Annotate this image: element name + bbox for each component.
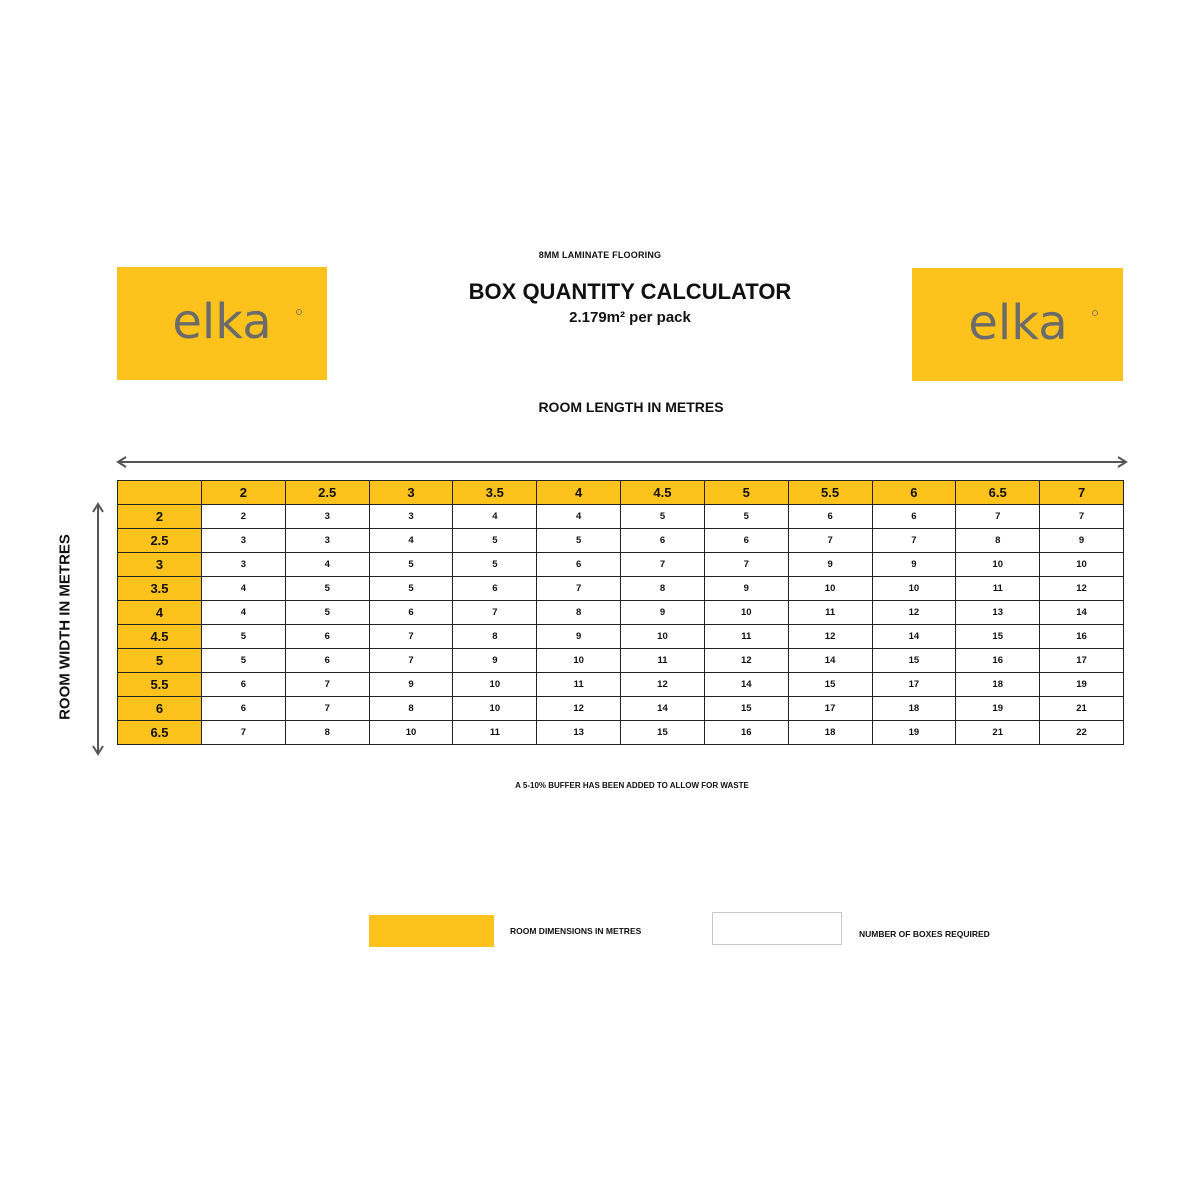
box-count-cell: 15 [788,673,872,697]
box-count-cell: 10 [788,577,872,601]
box-count-cell: 3 [369,505,453,529]
box-count-cell: 7 [704,553,788,577]
box-count-cell: 7 [202,721,286,745]
box-count-cell: 12 [621,673,705,697]
box-count-cell: 4 [369,529,453,553]
box-count-cell: 7 [453,601,537,625]
width-header-cell: 2.5 [118,529,202,553]
box-count-cell: 18 [872,697,956,721]
box-count-cell: 6 [788,505,872,529]
width-arrow-icon [90,502,106,756]
box-count-cell: 5 [453,553,537,577]
length-header-cell: 2 [202,481,286,505]
box-count-cell: 9 [872,553,956,577]
box-count-cell: 4 [202,577,286,601]
box-count-cell: 9 [704,577,788,601]
table-row [118,529,1124,553]
length-header-cell: 5 [704,481,788,505]
box-count-cell: 6 [285,649,369,673]
box-count-cell: 4 [285,553,369,577]
box-count-cell: 6 [369,601,453,625]
box-count-cell: 10 [1040,553,1124,577]
box-count-cell: 19 [1040,673,1124,697]
width-header-cell: 4.5 [118,625,202,649]
page-title: BOX QUANTITY CALCULATOR [468,279,792,304]
box-count-cell: 15 [621,721,705,745]
length-header-cell: 5.5 [788,481,872,505]
box-count-cell: 8 [537,601,621,625]
table-row [118,601,1124,625]
box-count-cell: 7 [285,697,369,721]
box-count-cell: 5 [621,505,705,529]
box-count-cell: 5 [704,505,788,529]
box-count-cell: 5 [369,553,453,577]
box-count-cell: 3 [202,553,286,577]
box-count-cell: 6 [621,529,705,553]
box-count-cell: 8 [369,697,453,721]
box-count-cell: 13 [956,601,1040,625]
box-count-cell: 7 [537,577,621,601]
box-count-cell: 21 [1040,697,1124,721]
box-count-cell: 22 [1040,721,1124,745]
length-header-cell: 3.5 [453,481,537,505]
box-count-cell: 5 [202,649,286,673]
width-header-cell: 4 [118,601,202,625]
box-count-cell: 5 [285,601,369,625]
product-subtitle: 8MM LAMINATE FLOORING [538,250,662,260]
box-count-cell: 14 [1040,601,1124,625]
box-count-cell: 9 [788,553,872,577]
box-count-cell: 9 [621,601,705,625]
box-count-cell: 19 [956,697,1040,721]
box-count-cell: 7 [621,553,705,577]
box-count-cell: 11 [621,649,705,673]
box-count-cell: 10 [369,721,453,745]
box-count-cell: 12 [704,649,788,673]
box-count-cell: 7 [788,529,872,553]
width-header-cell: 5.5 [118,673,202,697]
waste-buffer-note: A 5-10% BUFFER HAS BEEN ADDED TO ALLOW FOR WASTE [515,781,749,790]
box-count-cell: 11 [537,673,621,697]
box-count-cell: 7 [369,625,453,649]
box-count-cell: 15 [956,625,1040,649]
box-count-cell: 9 [453,649,537,673]
box-count-cell: 11 [453,721,537,745]
box-count-cell: 12 [1040,577,1124,601]
table-header-row [118,481,1124,505]
box-count-cell: 10 [956,553,1040,577]
box-count-cell: 4 [537,505,621,529]
box-count-cell: 21 [956,721,1040,745]
legend-swatch-boxes [712,912,842,945]
box-count-cell: 4 [453,505,537,529]
length-arrow-icon [115,455,1129,469]
box-count-cell: 3 [202,529,286,553]
box-count-cell: 7 [1040,505,1124,529]
box-count-cell: 12 [872,601,956,625]
box-count-cell: 6 [202,673,286,697]
box-count-cell: 8 [956,529,1040,553]
length-header-cell: 6 [872,481,956,505]
length-header-cell: 4.5 [621,481,705,505]
width-header-cell: 6 [118,697,202,721]
box-count-cell: 3 [285,529,369,553]
legend-swatch-dimensions [369,915,494,947]
box-count-cell: 6 [202,697,286,721]
table-row [118,721,1124,745]
box-count-cell: 18 [788,721,872,745]
box-count-cell: 13 [537,721,621,745]
box-count-cell: 16 [704,721,788,745]
box-count-cell: 17 [872,673,956,697]
table-row [118,625,1124,649]
box-count-cell: 15 [704,697,788,721]
box-count-cell: 15 [872,649,956,673]
box-count-cell: 11 [704,625,788,649]
box-count-cell: 12 [788,625,872,649]
length-header-cell: 6.5 [956,481,1040,505]
length-header-cell: 7 [1040,481,1124,505]
box-count-cell: 3 [285,505,369,529]
table-corner [118,481,202,505]
box-count-cell: 19 [872,721,956,745]
box-count-cell: 8 [621,577,705,601]
box-count-cell: 17 [1040,649,1124,673]
table-row [118,649,1124,673]
box-count-cell: 9 [1040,529,1124,553]
box-count-cell: 14 [704,673,788,697]
box-count-cell: 5 [285,577,369,601]
box-count-cell: 10 [704,601,788,625]
table-row [118,673,1124,697]
width-header-cell: 3.5 [118,577,202,601]
box-count-cell: 14 [788,649,872,673]
box-count-cell: 17 [788,697,872,721]
room-length-label: ROOM LENGTH IN METRES [538,399,724,415]
box-count-cell: 7 [285,673,369,697]
box-count-cell: 18 [956,673,1040,697]
box-count-cell: 10 [453,697,537,721]
pack-coverage: 2.179m² per pack [569,309,691,326]
length-header-cell: 4 [537,481,621,505]
box-count-cell: 14 [621,697,705,721]
box-count-cell: 12 [537,697,621,721]
table-row [118,505,1124,529]
width-header-cell: 3 [118,553,202,577]
length-header-cell: 2.5 [285,481,369,505]
box-count-cell: 4 [202,601,286,625]
box-count-cell: 5 [453,529,537,553]
box-count-cell: 14 [872,625,956,649]
box-count-cell: 6 [872,505,956,529]
box-count-cell: 2 [202,505,286,529]
box-count-cell: 8 [453,625,537,649]
box-count-cell: 7 [872,529,956,553]
table-row [118,553,1124,577]
box-count-cell: 6 [537,553,621,577]
box-count-cell: 9 [537,625,621,649]
box-count-cell: 6 [704,529,788,553]
box-count-cell: 16 [956,649,1040,673]
box-count-cell: 10 [453,673,537,697]
box-count-cell: 10 [621,625,705,649]
width-header-cell: 5 [118,649,202,673]
box-count-cell: 5 [202,625,286,649]
logo-wordmark: elka [172,299,272,348]
box-count-cell: 7 [956,505,1040,529]
box-count-cell: 5 [537,529,621,553]
box-count-cell: 7 [369,649,453,673]
table-row [118,577,1124,601]
table-row [118,697,1124,721]
legend-dimensions-label: ROOM DIMENSIONS IN METRES [510,926,642,936]
box-count-cell: 10 [872,577,956,601]
legend-boxes-label: NUMBER OF BOXES REQUIRED [859,929,990,939]
box-count-cell: 16 [1040,625,1124,649]
width-header-cell: 6.5 [118,721,202,745]
box-count-cell: 8 [285,721,369,745]
room-width-label: ROOM WIDTH IN METRES [56,534,74,720]
length-header-cell: 3 [369,481,453,505]
box-count-cell: 5 [369,577,453,601]
width-header-cell: 2 [118,505,202,529]
box-quantity-table [117,480,1124,745]
logo-wordmark: elka [967,300,1068,349]
box-count-cell: 9 [369,673,453,697]
box-count-cell: 6 [285,625,369,649]
box-count-cell: 6 [453,577,537,601]
box-count-cell: 11 [956,577,1040,601]
box-count-cell: 10 [537,649,621,673]
box-count-cell: 11 [788,601,872,625]
